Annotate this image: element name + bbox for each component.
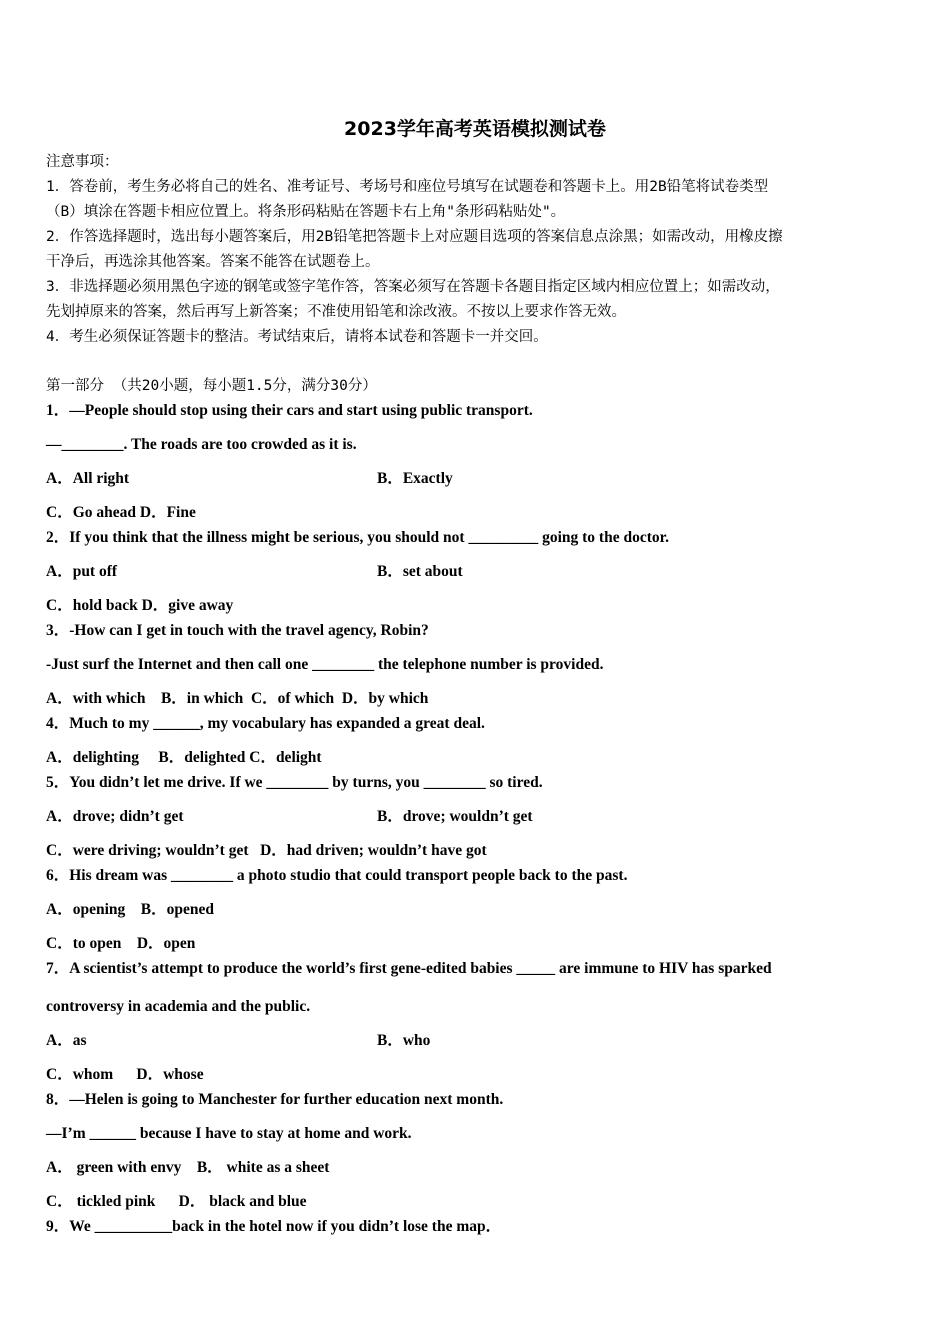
options-cd: C．were driving; wouldn’t get D．had driven; wouldn’t have got (46, 842, 487, 859)
question-stem: 2．If you think that the illness might be serious, you should not _________ going to the doctor. (46, 529, 669, 546)
options-cd: C． tickled pink D． black and blue (46, 1193, 307, 1210)
options: A．delighting B．delighted C．delight (46, 749, 322, 766)
question-stem: 1．—People should stop using their cars and start using public transport. (46, 402, 533, 419)
question-stem: 6．His dream was ________ a photo studio that could transport people back to the past. (46, 867, 628, 884)
options: A．with which B．in which C．of which D．by which (46, 690, 429, 707)
question-stem: 9．We __________back in the hotel now if you didn’t lose the map． (46, 1218, 502, 1235)
question-stem: 4．Much to my ______, my vocabulary has expanded a great deal. (46, 715, 485, 732)
option-b: B．set about (377, 563, 463, 580)
question-stem: 5．You didn’t let me drive. If we ________ by turns, you ________ so tired. (46, 774, 543, 791)
notice-line: 先划掉原来的答案，然后再写上新答案；不准使用铅笔和涂改液。不按以上要求作答无效。 (46, 304, 626, 320)
question-stem: —I’m ______ because I have to stay at home and work. (46, 1125, 412, 1142)
question-stem: 8．—Helen is going to Manchester for further education next month. (46, 1091, 504, 1108)
notice-line: 干净后，再选涂其他答案。答案不能答在试题卷上。 (46, 254, 380, 270)
question-stem: controversy in academia and the public. (46, 998, 311, 1015)
question-stem: —________. The roads are too crowded as it is. (46, 436, 357, 453)
section-heading: 第一部分 （共20小题，每小题1.5分，满分30分） (46, 378, 377, 394)
options-cd: C．to open D．open (46, 935, 196, 952)
notice-line: 3．非选择题必须用黑色字迹的钢笔或签字笔作答，答案必须写在答题卡各题目指定区域内相应位置上；如需改动， (46, 279, 780, 295)
options-cd: C．whom D．whose (46, 1066, 204, 1083)
options-ab: A． green with envy B． white as a sheet (46, 1159, 330, 1176)
option-b: B．drove; wouldn’t get (377, 808, 533, 825)
options-cd: C．Go ahead D．Fine (46, 504, 196, 521)
option-a: A．put off (46, 563, 118, 580)
notice-line: 1．答卷前，考生务必将自己的姓名、准考证号、考场号和座位号填写在试题卷和答题卡上。用2B铅笔将试卷类型 (46, 179, 769, 195)
notice-heading: 注意事项： (46, 154, 119, 170)
option-a: A．drove; didn’t get (46, 808, 184, 825)
question-stem: -Just surf the Internet and then call one ________ the telephone number is provided. (46, 656, 604, 673)
option-a: A．as (46, 1032, 87, 1049)
question-stem: 3．-How can I get in touch with the travel agency, Robin? (46, 622, 429, 639)
options-cd: C．hold back D．give away (46, 597, 234, 614)
page-title: 2023学年高考英语模拟测试卷 (344, 118, 606, 140)
notice-line: （B）填涂在答题卡相应位置上。将条形码粘贴在答题卡右上角"条形码粘贴处"。 (46, 204, 566, 220)
notice-line: 2．作答选择题时，选出每小题答案后，用2B铅笔把答题卡上对应题目选项的答案信息点涂黑；如需改动，用橡皮擦 (46, 229, 783, 245)
option-b: B．Exactly (377, 470, 453, 487)
options-ab: A．opening B．opened (46, 901, 214, 918)
question-stem: 7．A scientist’s attempt to produce the world’s first gene-edited babies _____ are immune to HIV has sparked (46, 960, 772, 977)
option-a: A．All right (46, 470, 130, 487)
notice-line: 4．考生必须保证答题卡的整洁。考试结束后，请将本试卷和答题卡一并交回。 (46, 329, 548, 345)
option-b: B．who (377, 1032, 431, 1049)
